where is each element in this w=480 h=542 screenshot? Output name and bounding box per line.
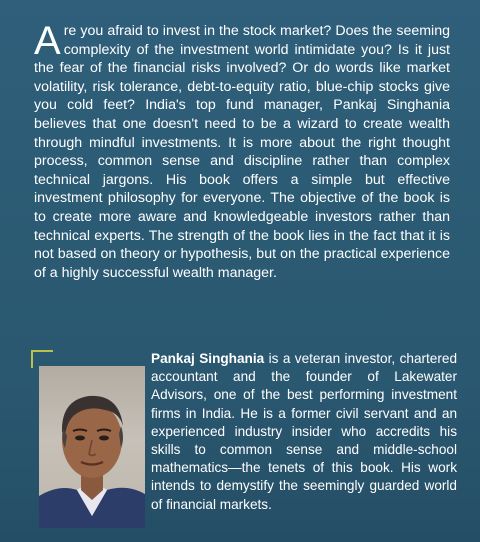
author-photo-frame: [31, 350, 146, 528]
author-bio-text: is a veteran investor, chartered accountant and the founder of Lakewater Advisors, one of the best performing investment firms in India. He is a former civil servant and an experienced industry insider who accredits his skills to common sense and middle-school mathematics—the tenets of this book. His work intends to demystify the seemingly guarded world of financial markets.: [151, 351, 458, 512]
corner-accent: [31, 350, 53, 352]
book-blurb: [34, 19, 450, 282]
author-portrait-illustration: [39, 366, 145, 528]
blurb-text: re you afraid to invest in the stock market? Does the seeming complexity of the investment world intimidate you? Is it just the fear of the financial risks involved? Or do words like market volatility, risk tolerance, debt-to-equity ratio, blue-chip stocks give you cold feet? India's top fund manager, Pankaj Singhania believes that one doesn't need to be a wizard to create wealth through mindful investments. It is more about the right thought process, common sense and discipline rather than complex technical jargons. His book offers a simple but effective investment philosophy for everyone. The objective of the book is to create more aware and knowledgeable investors rather than technical experts. The strength of the book lies in the fact that it is not based on theory or hypothesis, but on the practical experience of a highly successful wealth manager.: [34, 23, 450, 281]
author-name: Pankaj Singhania: [151, 351, 265, 366]
author-bio: [151, 350, 457, 514]
author-photo: [39, 366, 145, 528]
corner-accent-vertical: [31, 350, 33, 368]
drop-cap: A: [34, 19, 61, 63]
